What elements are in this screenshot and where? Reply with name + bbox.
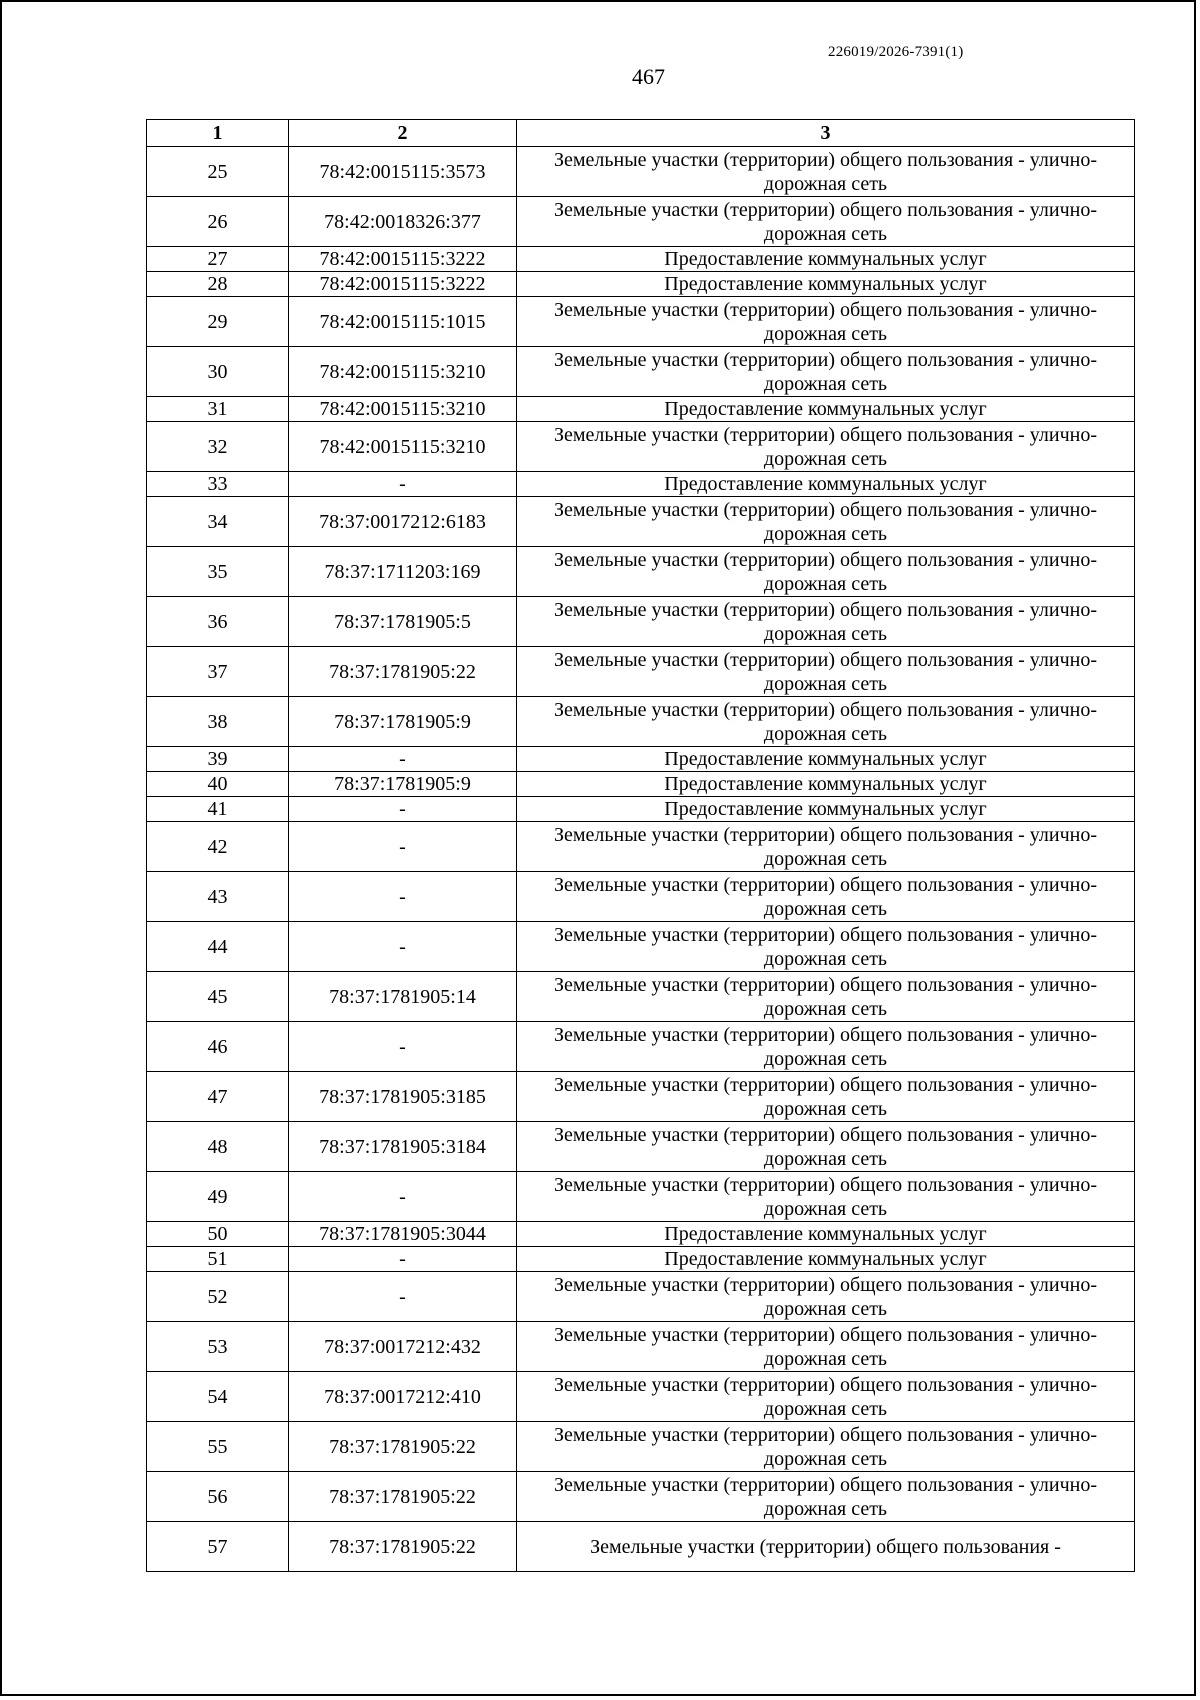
row-number-cell: 37 (147, 647, 289, 697)
land-use-description-cell: Земельные участки (территории) общего пользования - улично-дорожная сеть (517, 1122, 1135, 1172)
land-use-description-cell: Предоставление коммунальных услуг (517, 272, 1135, 297)
cadastral-number-cell: 78:37:1781905:3184 (289, 1122, 517, 1172)
row-number-cell: 54 (147, 1372, 289, 1422)
row-number-cell: 29 (147, 297, 289, 347)
table-row (147, 922, 1135, 972)
cadastral-number-cell: 78:37:1781905:9 (289, 697, 517, 747)
row-number-cell: 49 (147, 1172, 289, 1222)
cadastral-number-cell: - (289, 1247, 517, 1272)
table-row (147, 772, 1135, 797)
table-row (147, 1247, 1135, 1272)
cadastral-number-cell: 78:37:1781905:3185 (289, 1072, 517, 1122)
table-row (147, 597, 1135, 647)
land-use-description-cell: Предоставление коммунальных услуг (517, 247, 1135, 272)
row-number-cell: 34 (147, 497, 289, 547)
cadastral-number-cell: 78:37:0017212:410 (289, 1372, 517, 1422)
table-row (147, 1172, 1135, 1222)
row-number-cell: 46 (147, 1022, 289, 1072)
column-header-number: 1 (147, 120, 289, 147)
land-use-description-cell: Земельные участки (территории) общего пользования - улично-дорожная сеть (517, 1372, 1135, 1422)
table-row (147, 397, 1135, 422)
table-row (147, 472, 1135, 497)
row-number-cell: 42 (147, 822, 289, 872)
table-row (147, 747, 1135, 772)
table-row (147, 872, 1135, 922)
land-use-description-cell: Земельные участки (территории) общего пользования - улично-дорожная сеть (517, 1272, 1135, 1322)
table-row (147, 497, 1135, 547)
land-use-description-cell: Земельные участки (территории) общего пользования - улично-дорожная сеть (517, 147, 1135, 197)
land-use-description-cell: Земельные участки (территории) общего пользования - улично-дорожная сеть (517, 697, 1135, 747)
row-number-cell: 25 (147, 147, 289, 197)
cadastral-number-cell: 78:37:1711203:169 (289, 547, 517, 597)
table-row (147, 422, 1135, 472)
row-number-cell: 33 (147, 472, 289, 497)
table-row (147, 297, 1135, 347)
row-number-cell: 57 (147, 1522, 289, 1572)
cadastral-number-cell: 78:42:0018326:377 (289, 197, 517, 247)
land-use-description-cell: Предоставление коммунальных услуг (517, 397, 1135, 422)
land-use-description-cell: Земельные участки (территории) общего пользования - улично-дорожная сеть (517, 497, 1135, 547)
row-number-cell: 47 (147, 1072, 289, 1122)
table-row (147, 347, 1135, 397)
land-use-description-cell: Земельные участки (территории) общего пользования - улично-дорожная сеть (517, 597, 1135, 647)
table-row (147, 1272, 1135, 1322)
cadastral-number-cell: - (289, 822, 517, 872)
land-use-description-cell: Предоставление коммунальных услуг (517, 797, 1135, 822)
table-row (147, 647, 1135, 697)
row-number-cell: 43 (147, 872, 289, 922)
table-row (147, 1072, 1135, 1122)
cadastral-number-cell: - (289, 1022, 517, 1072)
land-use-description-cell: Земельные участки (территории) общего пользования - (517, 1522, 1135, 1572)
table-row (147, 972, 1135, 1022)
cadastral-number-cell: 78:42:0015115:3210 (289, 422, 517, 472)
row-number-cell: 35 (147, 547, 289, 597)
cadastral-number-cell: - (289, 1272, 517, 1322)
row-number-cell: 30 (147, 347, 289, 397)
row-number-cell: 50 (147, 1222, 289, 1247)
land-use-description-cell: Предоставление коммунальных услуг (517, 1222, 1135, 1247)
cadastral-number-cell: 78:37:1781905:22 (289, 1472, 517, 1522)
cadastral-number-cell: - (289, 797, 517, 822)
table-row (147, 547, 1135, 597)
row-number-cell: 55 (147, 1422, 289, 1472)
cadastral-number-cell: - (289, 872, 517, 922)
land-use-description-cell: Земельные участки (территории) общего пользования - улично-дорожная сеть (517, 822, 1135, 872)
row-number-cell: 27 (147, 247, 289, 272)
row-number-cell: 31 (147, 397, 289, 422)
column-header-description: 3 (517, 120, 1135, 147)
land-use-description-cell: Земельные участки (территории) общего пользования - улично-дорожная сеть (517, 1022, 1135, 1072)
row-number-cell: 48 (147, 1122, 289, 1172)
table-row (147, 697, 1135, 747)
row-number-cell: 53 (147, 1322, 289, 1372)
row-number-cell: 56 (147, 1472, 289, 1522)
cadastral-number-cell: - (289, 1172, 517, 1222)
row-number-cell: 51 (147, 1247, 289, 1272)
cadastral-number-cell: - (289, 922, 517, 972)
row-number-cell: 52 (147, 1272, 289, 1322)
land-use-description-cell: Земельные участки (территории) общего пользования - улично-дорожная сеть (517, 422, 1135, 472)
table-row (147, 1122, 1135, 1172)
column-header-cadastral: 2 (289, 120, 517, 147)
land-use-description-cell: Предоставление коммунальных услуг (517, 1247, 1135, 1272)
row-number-cell: 44 (147, 922, 289, 972)
cadastral-number-cell: 78:37:0017212:432 (289, 1322, 517, 1372)
table-row (147, 797, 1135, 822)
land-use-description-cell: Земельные участки (территории) общего пользования - улично-дорожная сеть (517, 297, 1135, 347)
row-number-cell: 41 (147, 797, 289, 822)
cadastral-number-cell: 78:37:1781905:22 (289, 1422, 517, 1472)
cadastral-number-cell: 78:37:1781905:3044 (289, 1222, 517, 1247)
row-number-cell: 40 (147, 772, 289, 797)
table-row (147, 822, 1135, 872)
page-number: 467 (632, 64, 665, 89)
row-number-cell: 39 (147, 747, 289, 772)
table-row (147, 197, 1135, 247)
cadastral-number-cell: 78:42:0015115:3573 (289, 147, 517, 197)
cadastral-number-cell: 78:42:0015115:3210 (289, 397, 517, 422)
registry-table (146, 119, 1135, 1572)
land-use-description-cell: Земельные участки (территории) общего пользования - улично-дорожная сеть (517, 1322, 1135, 1372)
cadastral-number-cell: 78:37:1781905:22 (289, 647, 517, 697)
table-row (147, 1522, 1135, 1572)
land-use-description-cell: Земельные участки (территории) общего пользования - улично-дорожная сеть (517, 1472, 1135, 1522)
row-number-cell: 28 (147, 272, 289, 297)
cadastral-number-cell: 78:37:1781905:9 (289, 772, 517, 797)
cadastral-number-cell: - (289, 747, 517, 772)
row-number-cell: 38 (147, 697, 289, 747)
land-use-description-cell: Земельные участки (территории) общего пользования - улично-дорожная сеть (517, 197, 1135, 247)
table-row (147, 1022, 1135, 1072)
document-number: 226019/2026-7391(1) (828, 44, 964, 60)
land-use-description-cell: Земельные участки (территории) общего пользования - улично-дорожная сеть (517, 1422, 1135, 1472)
land-use-description-cell: Земельные участки (территории) общего пользования - улично-дорожная сеть (517, 872, 1135, 922)
cadastral-number-cell: - (289, 472, 517, 497)
land-use-description-cell: Земельные участки (территории) общего пользования - улично-дорожная сеть (517, 1172, 1135, 1222)
table-row (147, 1322, 1135, 1372)
cadastral-number-cell: 78:37:1781905:14 (289, 972, 517, 1022)
table-body (147, 147, 1135, 1572)
table-row (147, 1422, 1135, 1472)
row-number-cell: 32 (147, 422, 289, 472)
row-number-cell: 45 (147, 972, 289, 1022)
table-row (147, 247, 1135, 272)
land-use-description-cell: Земельные участки (территории) общего пользования - улично-дорожная сеть (517, 647, 1135, 697)
land-use-description-cell: Предоставление коммунальных услуг (517, 747, 1135, 772)
cadastral-number-cell: 78:42:0015115:3210 (289, 347, 517, 397)
cadastral-number-cell: 78:37:1781905:5 (289, 597, 517, 647)
land-use-description-cell: Земельные участки (территории) общего пользования - улично-дорожная сеть (517, 922, 1135, 972)
land-use-description-cell: Земельные участки (территории) общего пользования - улично-дорожная сеть (517, 972, 1135, 1022)
cadastral-number-cell: 78:37:0017212:6183 (289, 497, 517, 547)
cadastral-number-cell: 78:42:0015115:1015 (289, 297, 517, 347)
land-use-description-cell: Земельные участки (территории) общего пользования - улично-дорожная сеть (517, 547, 1135, 597)
cadastral-number-cell: 78:42:0015115:3222 (289, 247, 517, 272)
row-number-cell: 26 (147, 197, 289, 247)
land-use-description-cell: Предоставление коммунальных услуг (517, 772, 1135, 797)
row-number-cell: 36 (147, 597, 289, 647)
land-use-description-cell: Земельные участки (территории) общего пользования - улично-дорожная сеть (517, 347, 1135, 397)
cadastral-number-cell: 78:42:0015115:3222 (289, 272, 517, 297)
land-use-description-cell: Земельные участки (территории) общего пользования - улично-дорожная сеть (517, 1072, 1135, 1122)
table-header-row (147, 120, 1135, 147)
table-row (147, 272, 1135, 297)
table-row (147, 1372, 1135, 1422)
cadastral-number-cell: 78:37:1781905:22 (289, 1522, 517, 1572)
table-row (147, 1222, 1135, 1247)
table-row (147, 1472, 1135, 1522)
land-use-description-cell: Предоставление коммунальных услуг (517, 472, 1135, 497)
table-row (147, 147, 1135, 197)
